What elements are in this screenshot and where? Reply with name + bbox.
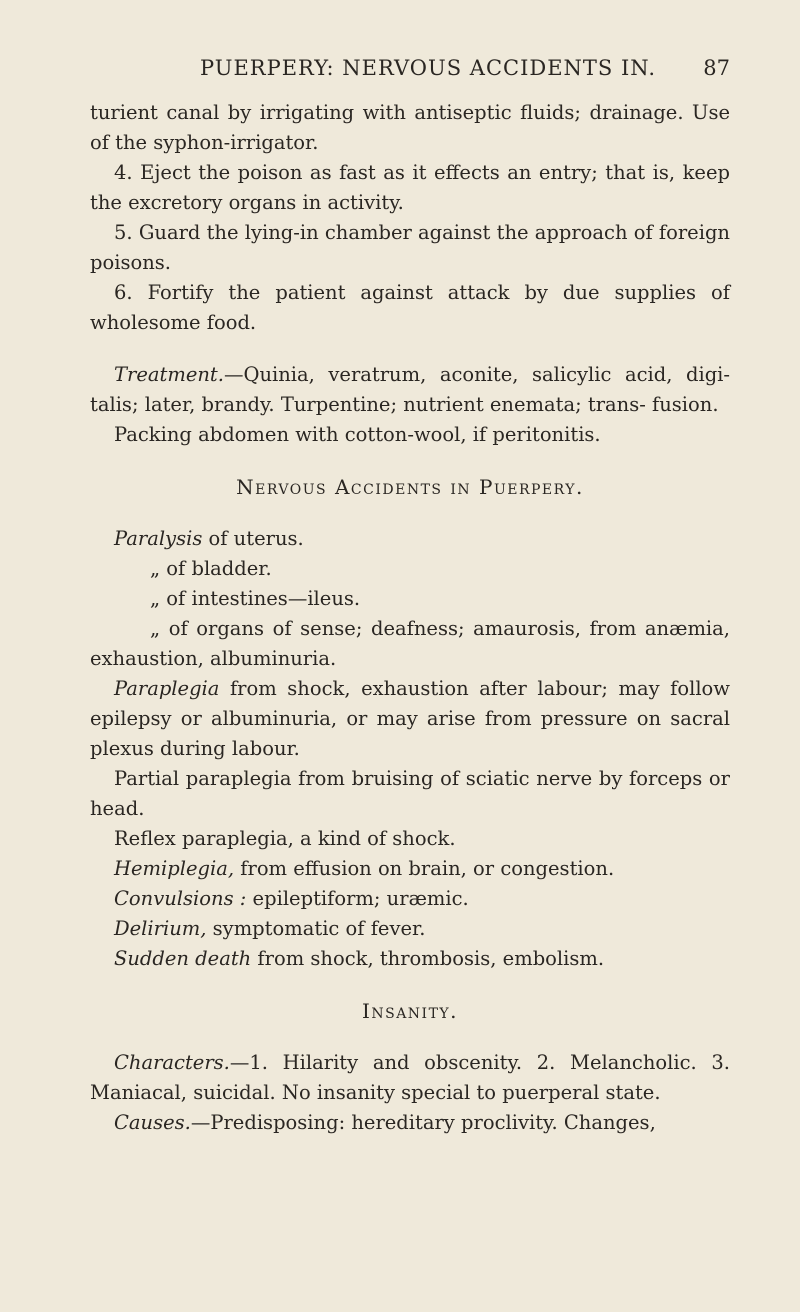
paragraph-packing: Packing abdomen with cotton-wool, if peritonitis.: [114, 423, 601, 446]
hemiplegia-label: Hemiplegia,: [114, 857, 235, 880]
paragraph-item-5: 5. Guard the lying-in chamber against the approach of foreign poisons.: [90, 221, 730, 274]
delirium-text: symptomatic of fever.: [206, 917, 426, 940]
paragraph-paralysis-intestines: „ of intestines—ileus.: [150, 587, 361, 610]
paragraph-hemiplegia: [90, 854, 730, 884]
paragraph-paralysis-uterus: [90, 524, 730, 554]
paragraph-item-4: 4. Eject the poison as fast as it effects an entry; that is, keep the excretory organs in activity.: [90, 161, 730, 214]
hemiplegia-text: from effusion on brain, or congestion.: [234, 857, 615, 880]
running-title: PUERPERY: NERVOUS ACCIDENTS IN.: [200, 56, 656, 80]
paragraph-delirium: [90, 914, 730, 944]
causes-label: Causes.: [114, 1111, 191, 1134]
paragraph-paralysis-bladder: „ of bladder.: [150, 557, 272, 580]
page-number: 87: [703, 56, 730, 80]
section-heading-nervous-accidents: Nervous Accidents in Puerpery.: [236, 475, 584, 499]
paragraph-characters: [90, 1048, 730, 1108]
convulsions-text: epileptiform; uræmic.: [246, 887, 469, 910]
treatment-text: —Quinia, veratrum, aconite, salicylic acid, digi- talis; later, brandy. Turpentine; nutrient enemata; trans- fusion.: [90, 363, 730, 416]
convulsions-label: Convulsions :: [114, 887, 247, 910]
treatment-label: Treatment.: [114, 363, 224, 386]
paragraph-convulsions: [90, 884, 730, 914]
paragraph-item-6: 6. Fortify the patient against attack by due supplies of wholesome food.: [90, 281, 730, 334]
page-body: [90, 98, 730, 1138]
paragraph-reflex-paraplegia: Reflex paraplegia, a kind of shock.: [114, 827, 456, 850]
sudden-death-label: Sudden death: [114, 947, 252, 970]
sudden-death-text: from shock, thrombosis, embolism.: [251, 947, 605, 970]
paragraph-paralysis-organs: „ of organs of sense; deafness; amaurosis, from anæmia, exhaustion, albuminuria.: [90, 617, 730, 670]
paraplegia-label: Paraplegia: [114, 677, 220, 700]
characters-text: —1. Hilarity and obscenity. 2. Melancholic. 3. Maniacal, suicidal. No insanity special to puerperal state.: [90, 1051, 730, 1104]
paragraph-continuation: turient canal by irrigating with antiseptic fluids; drainage. Use of the syphon-irrigator.: [90, 101, 730, 154]
characters-label: Characters.: [114, 1051, 230, 1074]
paralysis-label: Paralysis: [114, 527, 203, 550]
section-heading-insanity: Insanity.: [361, 999, 459, 1023]
paragraph-treatment: [90, 360, 730, 420]
page-header: [90, 56, 730, 86]
paraplegia-text: from shock, exhaustion after labour; may follow epilepsy or albuminuria, or may arise from pressure on sacral plexus during labour.: [90, 677, 730, 760]
paragraph-partial-paraplegia: Partial paraplegia from bruising of sciatic nerve by forceps or head.: [90, 767, 730, 820]
paragraph-causes: [90, 1108, 730, 1138]
delirium-label: Delirium,: [114, 917, 207, 940]
paragraph-sudden-death: [90, 944, 730, 974]
paragraph-paraplegia: [90, 674, 730, 764]
paralysis-text: of uterus.: [202, 527, 304, 550]
causes-text: —Predisposing: hereditary proclivity. Changes,: [190, 1111, 656, 1134]
